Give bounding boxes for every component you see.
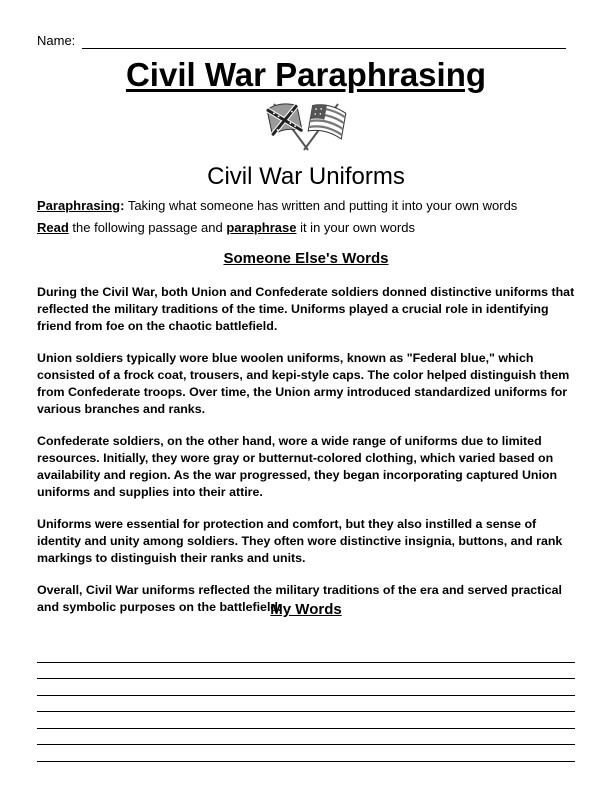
instruction-line xyxy=(37,220,415,236)
definition-term: Paraphrasing xyxy=(37,198,121,213)
instruction-end: it in your own words xyxy=(296,220,415,235)
writing-area[interactable] xyxy=(37,646,575,762)
passage-paragraph: Confederate soldiers, on the other hand, wore a wide range of uniforms due to limited resources. Initially, they wore gray or butternut-colored clothing, which varied based on availability and region. As the war progressed, they began incorporating captured Union uniforms and supplies into their attire. xyxy=(37,434,558,499)
someone-else-heading: Someone Else's Words xyxy=(223,250,389,267)
instruction-middle: the following passage and xyxy=(68,220,227,235)
name-input-line[interactable] xyxy=(82,48,566,49)
instruction-paraphrase: paraphrase xyxy=(226,220,297,235)
instruction-read: Read xyxy=(37,220,69,235)
definition-line xyxy=(37,198,517,214)
writing-line[interactable] xyxy=(37,663,575,680)
passage xyxy=(37,284,582,631)
passage-paragraph: Union soldiers typically wore blue woolen uniforms, known as "Federal blue," which consisted of a frock coat, trousers, and kepi-style caps. The color helped distinguish them from Confederate troops. Over time, the Union army introduced standardized uniforms for various branches and ranks. xyxy=(37,351,570,416)
definition-text: Taking what someone has written and putting it into your own words xyxy=(124,198,518,213)
page-title: Civil War Paraphrasing xyxy=(125,56,487,93)
writing-line[interactable] xyxy=(37,712,575,729)
my-words-heading: My Words xyxy=(270,601,342,618)
passage-paragraph: Overall, Civil War uniforms reflected the military traditions of the era and served practical and symbolic purposes on the battlefield. xyxy=(37,583,562,614)
definition-colon: : xyxy=(120,198,125,213)
writing-line[interactable] xyxy=(37,646,575,663)
passage-paragraph: During the Civil War, both Union and Confederate soldiers donned distinctive uniforms that reflected the military traditions of the time. Uniforms played a crucial role in identifying friend from foe on the chaotic battlefield. xyxy=(37,285,575,333)
worksheet-subtitle: Civil War Uniforms xyxy=(207,163,405,190)
passage-paragraph: Uniforms were essential for protection and comfort, but they also instilled a sense of identity and unity among soldiers. They often wore distinctive insignia, buttons, and rank markings to distinguish their ranks and units. xyxy=(37,517,563,565)
name-label: Name: xyxy=(37,33,76,48)
writing-line[interactable] xyxy=(37,696,575,713)
writing-line[interactable] xyxy=(37,745,575,762)
crossed-flags-icon xyxy=(256,98,356,154)
writing-line[interactable] xyxy=(37,679,575,696)
writing-line[interactable] xyxy=(37,729,575,746)
